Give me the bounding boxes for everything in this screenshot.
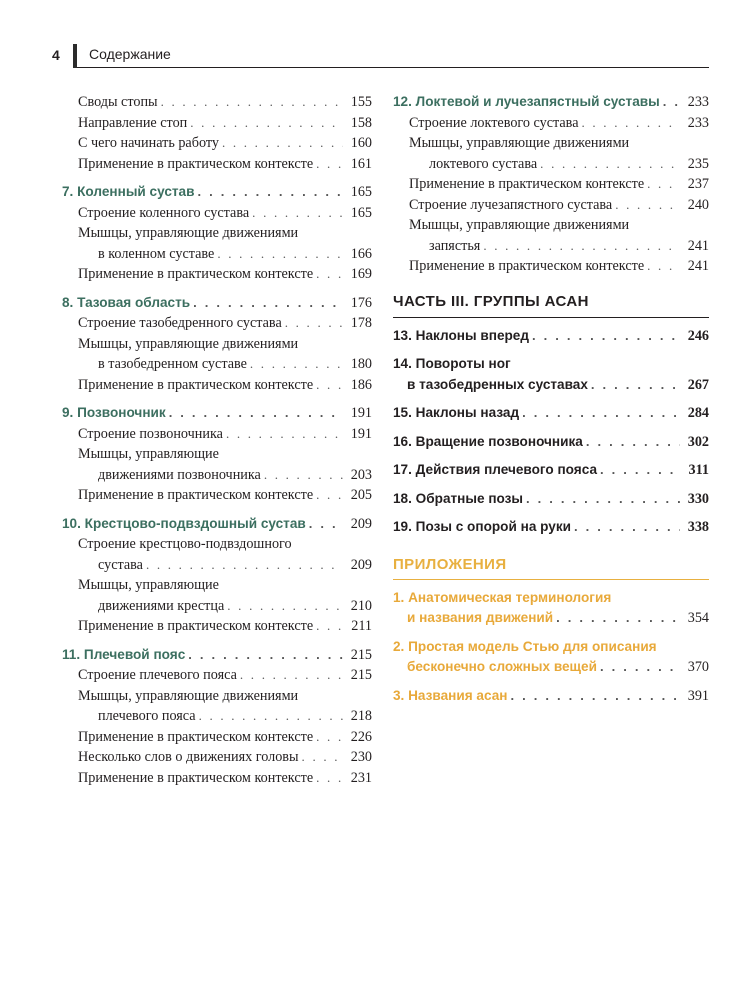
dot-leader <box>522 403 680 424</box>
dot-leader <box>526 489 680 510</box>
dot-leader <box>302 747 343 768</box>
toc-entry[interactable]: Применение в практическом контексте . . . 169 <box>62 264 372 285</box>
toc-entry[interactable]: Своды стопы . . . 155 <box>62 92 372 113</box>
toc-entry[interactable]: Строение тазобедренного сустава . . . 178 <box>62 313 372 334</box>
dot-leader <box>663 92 680 113</box>
dot-leader <box>252 203 343 224</box>
dot-leader <box>226 424 343 445</box>
toc-entry[interactable]: сустава . . . 209 <box>62 555 372 576</box>
toc-entry[interactable]: Применение в практическом контексте . . . 161 <box>62 154 372 175</box>
dot-leader <box>574 517 680 538</box>
dot-leader <box>615 195 680 216</box>
toc-entry[interactable]: Применение в практическом контексте . . . 205 <box>62 485 372 506</box>
toc-entry-line: 1. Анатомическая терминология <box>393 589 612 605</box>
dot-leader <box>556 608 680 629</box>
dot-leader <box>591 375 680 396</box>
chapter-10-entry[interactable]: 10. Крестцово-подвздошный сустав . . . 209 <box>62 514 372 535</box>
toc-entry[interactable]: 18. Обратные позы . . . 330 <box>393 489 709 510</box>
dot-leader <box>227 596 343 617</box>
toc-entry[interactable]: в коленном суставе . . . 166 <box>62 244 372 265</box>
dot-leader <box>264 465 343 486</box>
toc-entry-line: Мышцы, управляющие движениями <box>409 135 630 151</box>
toc-entry[interactable]: Строение плечевого пояса . . . 215 <box>62 665 372 686</box>
appendix-heading: ПРИЛОЖЕНИЯ <box>393 556 709 580</box>
toc-entry[interactable]: плечевого пояса . . . 218 <box>62 706 372 727</box>
toc-right-column <box>393 92 709 706</box>
dot-leader <box>532 326 680 347</box>
toc-entry[interactable]: Применение в практическом контексте . . . 211 <box>62 616 372 637</box>
toc-entry[interactable]: 15. Наклоны назад . . . 284 <box>393 403 709 424</box>
toc-entry[interactable]: в тазобедренном суставе . . . 180 <box>62 354 372 375</box>
toc-entry-line: Мышцы, управляющие движениями <box>78 335 299 352</box>
dot-leader <box>483 236 680 257</box>
dot-leader <box>169 403 343 424</box>
toc-entry[interactable]: Применение в практическом контексте . . . 241 <box>393 256 709 277</box>
dot-leader <box>647 256 680 277</box>
running-title: Содержание <box>89 46 171 62</box>
dot-leader <box>316 375 343 396</box>
chapter-9-entry[interactable]: 9. Позвоночник . . . 191 <box>62 403 372 424</box>
toc-entry[interactable]: Применение в практическом контексте . . . 231 <box>62 768 372 789</box>
page-number: 4 <box>52 47 60 63</box>
chapter-7-entry[interactable]: 7. Коленный сустав . . . 165 <box>62 182 372 203</box>
dot-leader <box>240 665 343 686</box>
toc-entry-line: Мышцы, управляющие движениями <box>409 217 630 233</box>
toc-entry[interactable]: 17. Действия плечевого пояса . . . 311 <box>393 460 709 481</box>
dot-leader <box>316 485 343 506</box>
dot-leader <box>600 460 680 481</box>
toc-entry-line: Мышцы, управляющие <box>78 577 219 593</box>
dot-leader <box>193 293 343 314</box>
appendix-entry[interactable]: 3. Названия асан . . . 391 <box>393 686 709 707</box>
dot-leader <box>217 244 343 265</box>
dot-leader <box>316 154 343 175</box>
dot-leader <box>540 154 680 175</box>
dot-leader <box>188 645 343 666</box>
toc-entry-line: 14. Повороты ног <box>393 356 511 371</box>
toc-entry[interactable]: движениями крестца . . . 210 <box>62 596 372 617</box>
dot-leader <box>190 113 343 134</box>
toc-entry[interactable]: Применение в практическом контексте . . . 226 <box>62 727 372 748</box>
toc-entry[interactable]: Строение позвоночника . . . 191 <box>62 424 372 445</box>
toc-entry-line: Мышцы, управляющие движениями <box>78 687 299 704</box>
dot-leader <box>250 354 343 375</box>
header-rule <box>77 67 709 68</box>
dot-leader <box>285 313 343 334</box>
part-3-heading: ЧАСТЬ III. ГРУППЫ АСАН <box>393 293 709 318</box>
dot-leader <box>316 264 343 285</box>
dot-leader <box>511 686 681 707</box>
toc-entry[interactable]: Строение лучезапястного сустава . . . 240 <box>393 195 709 216</box>
dot-leader <box>222 133 343 154</box>
toc-entry[interactable]: запястья . . . 241 <box>393 236 709 257</box>
dot-leader <box>586 432 680 453</box>
toc-entry[interactable]: 13. Наклоны вперед . . . 246 <box>393 326 709 347</box>
dot-leader <box>600 657 680 678</box>
toc-entry[interactable]: Направление стоп . . . 158 <box>62 113 372 134</box>
dot-leader <box>309 514 343 535</box>
toc-entry-line: Строение крестцово-подвздошного <box>78 536 292 552</box>
dot-leader <box>647 174 680 195</box>
dot-leader <box>316 727 343 748</box>
toc-entry-line: 2. Простая модель Стью для описания <box>393 638 657 654</box>
dot-leader <box>582 113 681 134</box>
toc-entry[interactable]: Применение в практическом контексте . . . 237 <box>393 174 709 195</box>
toc-entry[interactable]: Несколько слов о движениях головы . . . 230 <box>62 747 372 768</box>
toc-entry[interactable]: движениями позвоночника . . . 203 <box>62 465 372 486</box>
appendix-entry[interactable]: и названия движений . . . 354 <box>393 608 709 629</box>
toc-entry-line: Мышцы, управляющие <box>78 446 219 462</box>
chapter-11-entry[interactable]: 11. Плечевой пояс . . . 215 <box>62 645 372 666</box>
chapter-8-entry[interactable]: 8. Тазовая область . . . 176 <box>62 293 372 314</box>
dot-leader <box>197 182 343 203</box>
header-divider <box>73 44 77 68</box>
dot-leader <box>316 616 343 637</box>
toc-entry[interactable]: Строение коленного сустава . . . 165 <box>62 203 372 224</box>
toc-entry-line: Мышцы, управляющие движениями <box>78 225 299 241</box>
toc-entry[interactable]: Применение в практическом контексте . . . 186 <box>62 375 372 396</box>
page-header <box>0 0 751 80</box>
toc-left-column <box>62 92 372 788</box>
toc-entry[interactable]: 19. Позы с опорой на руки . . . 338 <box>393 517 709 538</box>
dot-leader <box>146 555 343 576</box>
toc-entry[interactable]: 16. Вращение позвоночника . . . 302 <box>393 432 709 453</box>
chapter-12-entry[interactable]: 12. Локтевой и лучезапястный суставы . . . 233 <box>393 92 709 113</box>
dot-leader <box>161 92 343 113</box>
dot-leader <box>199 706 343 727</box>
toc-entry[interactable]: локтевого сустава . . . 235 <box>393 154 709 175</box>
toc-entry[interactable]: С чего начинать работу . . . 160 <box>62 133 372 154</box>
appendix-entry[interactable]: бесконечно сложных вещей . . . 370 <box>393 657 709 678</box>
toc-entry[interactable]: в тазобедренных суставах . . . 267 <box>393 375 709 396</box>
dot-leader <box>316 768 343 789</box>
toc-entry[interactable]: Строение локтевого сустава . . . 233 <box>393 113 709 134</box>
